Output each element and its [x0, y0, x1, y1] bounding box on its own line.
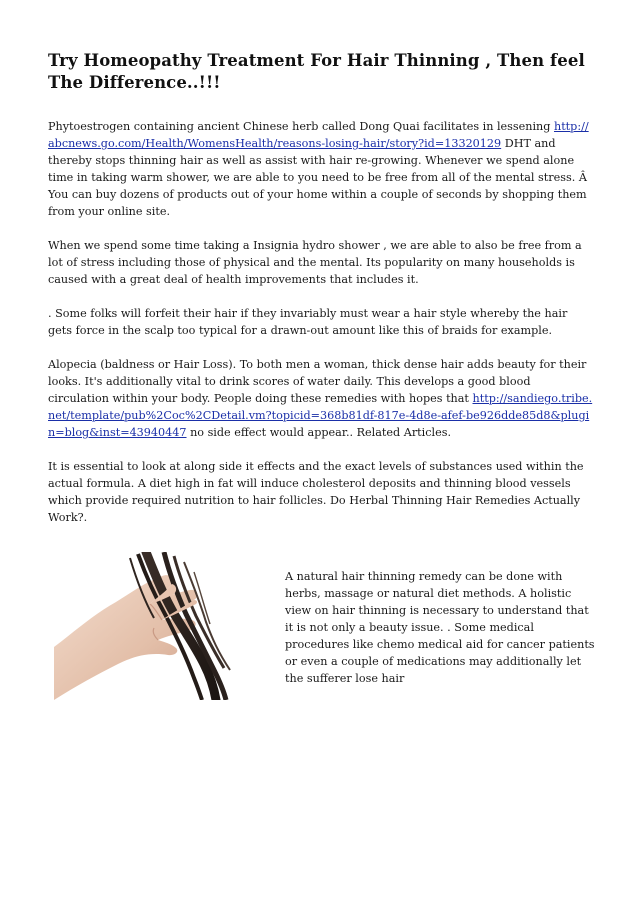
paragraph-6: A natural hair thinning remedy can be done with herbs, massage or natural diet methods. A holistic view on hair thinning is necessary to understand that it is not only a beauty issue. . Some medical procedures like chemo medical aid for cancer patients or even a couple of medications may additionally let the sufferer lose hair [285, 570, 595, 685]
paragraph-4 [48, 356, 593, 441]
paragraph-1 [48, 118, 593, 220]
paragraph-3: . Some folks will forfeit their hair if they invariably must wear a hair style whereby the hair gets force in the scalp too typical for a drawn-out amount like this of braids for example. [48, 307, 568, 337]
page-title: Try Homeopathy Treatment For Hair Thinning , Then feel The Difference..!!! [48, 51, 585, 92]
paragraph-5: It is essential to look at along side it effects and the exact levels of substances used within the actual formula. A diet high in fat will induce cholesterol deposits and thinning blood vessels which provide required nutrition to hair follicles. Do Herbal Thinning Hair Remedies Actually Work?. [48, 460, 584, 524]
paragraph-1-text-a: Phytoestrogen containing ancient Chinese herb called Dong Quai facilitates in lessening [48, 120, 554, 133]
document-page [48, 50, 593, 702]
paragraph-4-text-b: no side effect would appear.. Related Articles. [186, 426, 452, 439]
paragraph-2: When we spend some time taking a Insignia hydro shower , we are able to also be free from a lot of stress including those of physical and the mental. Its popularity on many households is caused with a great deal of health improvements that includes it. [48, 239, 582, 286]
sandiego-tribe-link[interactable]: http://sandiego.tribe.net/template/pub%2Coc%2CDetail.vm?topicid=368b81df-817e-4d8e-afef-be926dde85d8&plugin=blog&inst=43940447 [48, 392, 593, 439]
hand-holding-hair-photo [54, 552, 272, 700]
paragraph-1-text-b: DHT and thereby stops thinning hair as well as assist with hair re-growing. Whenever we spend alone time in taking warm shower, we are able to you need to be free from all of the mental stress. Â You can buy dozens of products out of your home within a couple of seconds by shopping them from your online site. [48, 137, 587, 218]
abcnews-link[interactable]: http://abcnews.go.com/Health/WomensHealth/reasons-losing-hair/story?id=13320129 [48, 120, 589, 150]
paragraph-4-text-a: Alopecia (baldness or Hair Loss). To both men a woman, thick dense hair adds beauty for their looks. It's additionally vital to drink scores of water daily. This develops a good blood circulation within your body. People doing these remedies with hopes that [48, 358, 587, 405]
hand-holding-hair-icon [54, 552, 272, 700]
figure-row [48, 552, 593, 702]
